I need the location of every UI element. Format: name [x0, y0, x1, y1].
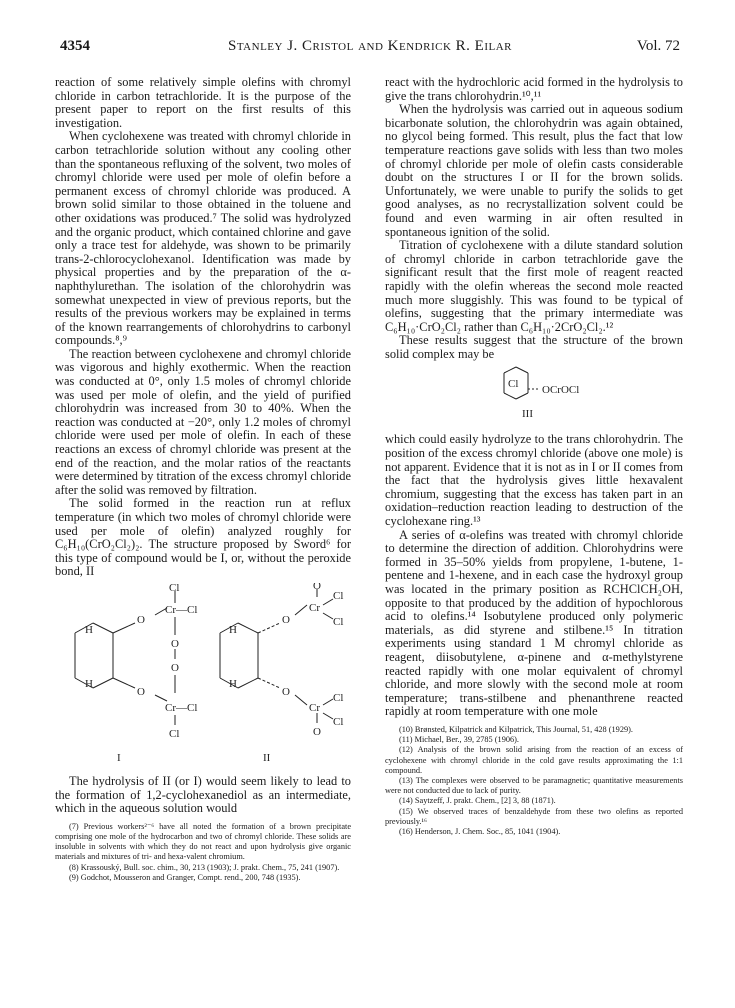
paragraph: Titration of cyclohexene with a dilute standard solution of chromyl chloride in carbon tetrachloride gave the significant result that the first mole of reagent reacted rapidly with the olefin whereas the second mole reacted much more sluggishly. This was found to be typical of olefins, suggesting that the primary intermediate was C₆H₁₀·CrO₂Cl₂ rather than C₆H₁₀·2CrO₂Cl₂.¹² [385, 238, 683, 334]
atom-o: O [313, 582, 321, 592]
footnote: (13) The complexes were observed to be paramagnetic; quantitative measurements were not conducted due to lack of purity. [385, 775, 683, 796]
atom-cl: Cl [508, 378, 519, 391]
atom-o: O [171, 661, 179, 674]
right-column [385, 76, 683, 837]
footnote: (15) We observed traces of benzaldehyde from these two olefins as reported previously.¹⁶ [385, 806, 683, 826]
page-number: 4354 [60, 38, 90, 54]
footnote: (9) Godchot, Mousseron and Granger, Compt. rend., 200, 748 (1935). [69, 872, 301, 882]
structure-diagram-i-ii [55, 583, 351, 771]
atom-cr: Cr [309, 601, 320, 614]
paragraph: reaction of some relatively simple olefins with chromyl chloride in carbon tetrachloride. It is the purpose of the present paper to report on the first results of this investigation. [55, 75, 351, 130]
paragraph: react with the hydrochloric acid formed in the hydrolysis to give the trans chlorohydrin.¹⁰,¹¹ [385, 75, 683, 103]
atom-cr-cl: Cr—Cl [165, 701, 198, 714]
paragraph: The hydrolysis of II (or I) would seem likely to lead to the formation of 1,2-cyclohexanediol as an intermediate, which in the aqueous solution would [55, 773, 351, 816]
paragraph: The solid formed in the reaction run at reflux temperature (in which two moles of chromyl chloride were used per mole of olefin) analyzed roughly for C₆H₁₀(CrO₂Cl₂)₂. The structure proposed by Sword⁶ for this type of compound would be I, or, without the peroxide bond, II [55, 496, 351, 579]
running-header [60, 38, 680, 56]
atom-o: O [171, 637, 179, 650]
atom-cl: Cl [333, 691, 344, 704]
footnotes-left [55, 822, 351, 883]
atom-cl: Cl [169, 582, 180, 594]
paragraph: A series of α-olefins was treated with chromyl chloride to determine the direction of addition. Chlorohydrins were formed in 35–50% yields from propylene, 1-butene, 1-pentene and 1-hexene, and in each case the hydroxyl group was located in the primary position as RCHClCH₂OH, opposite to that produced by the addition of hypochlorous acid to olefins.¹⁴ Isobutylene produced only polymeric materials, as did styrene and stilbene.¹⁵ In titration experiments using standard 1 M chromyl chloride as reagent, diisobutylene, α-pinene and α-methylstyrene reacted rapidly with one molar equivalent of chromyl chloride, and more slowly with the second mole at room temperature; trans-stilbene and phenanthrene reacted rapidly at room temperature with one mole [385, 527, 683, 719]
footnote: (12) Analysis of the brown solid arising from the reaction of an excess of cyclohexene with chromyl chloride in the cold gave results approximating the 1:1 compound. [385, 745, 683, 775]
footnote: (16) Henderson, J. Chem. Soc., 85, 1041 (1904). [399, 826, 561, 836]
atom-cr-cl: Cr—Cl [165, 603, 198, 616]
running-title: Stanley J. Cristol and Kendrick R. Eilar [228, 38, 512, 54]
footnote: (11) Michael, Ber., 39, 2785 (1906). [399, 735, 519, 745]
atom-group-ocrocl: OCrOCl [542, 384, 580, 397]
atom-o: O [282, 613, 290, 626]
atom-o: O [137, 685, 145, 698]
atom-h: H [85, 677, 93, 690]
left-column [55, 76, 351, 883]
structure-label-i: I [117, 751, 121, 764]
paragraph: When the hydrolysis was carried out in aqueous sodium bicarbonate solution, the chlorohydrin was again obtained, no glycol being formed. This result, plus the fact that low temperature reactions gave solids with less than two moles of chromyl chloride per mole of olefin casts considerable doubt on the structures I or II for the brown solids. Unfortunately, we were unable to purify the solids to get good analyses, as no recrystallization solvent could be found and even warming in air often resulted in spontaneous ignition of the solid. [385, 102, 683, 239]
atom-cl: Cl [333, 615, 344, 628]
atom-cl: Cl [333, 589, 344, 602]
structure-label-iii: III [522, 408, 533, 421]
volume-label: Vol. 72 [636, 38, 680, 54]
footnote: (8) Krassouský, Bull. soc. chim., 30, 213 (1903); J. prakt. Chem., 75, 241 (1907). [69, 862, 340, 872]
atom-o: O [137, 613, 145, 626]
structure-diagram-iii [454, 365, 614, 427]
atom-cr: Cr [309, 701, 320, 714]
paragraph: which could easily hydrolyze to the trans chlorohydrin. The position of the excess chromyl chloride (above one mole) is not apparent. Evidence that it is not as in I or II comes from the fact that the hydrolysis gives little hexavalent chromium, suggesting that the excess has taken part in an oxidation–reduction reaction leading to destruction of the cyclohexane ring.¹³ [385, 432, 683, 529]
atom-o: O [282, 685, 290, 698]
atom-h: H [229, 623, 237, 636]
atom-o: O [313, 725, 321, 738]
structure-label-ii: II [263, 751, 271, 764]
footnote: (10) Brønsted, Kilpatrick and Kilpatrick, This Journal, 51, 428 (1929). [399, 724, 633, 734]
paragraph: The reaction between cyclohexene and chromyl chloride was vigorous and highly exothermic. When the reaction was conducted at 0°, only 1.5 moles of chromyl chloride was used per mole of olefin, and the yield of purified chlorohydrin was increased from 30 to 40%. When the reaction was conducted at −20°, only 1.2 moles of chromyl chloride were used per mole of olefin. In each of these reactions an excess of chromyl chloride was present at the end of the reaction, and the molar ratios of the reactants were determined by titration of the excess chromyl chloride after the solid was removed by filtration. [55, 346, 351, 497]
footnote: (14) Saytzeff, J. prakt. Chem., [2] 3, 88 (1871). [399, 796, 556, 806]
atom-h: H [229, 677, 237, 690]
paragraph: These results suggest that the structure of the brown solid complex may be [385, 333, 683, 361]
atom-cl: Cl [169, 727, 180, 740]
atom-h: H [85, 623, 93, 636]
footnote: (7) Previous workers²⁻⁶ have all noted the formation of a brown precipitate comprising one mole of the hydrocarbon and two of chromyl chloride. These solids are insoluble in solvents with which they do not react and upon hydrolysis give organic materials and mixtures of tri- and hexa-valent chromium. [55, 821, 351, 862]
atom-cl: Cl [333, 715, 344, 728]
footnotes-right [385, 725, 683, 837]
paragraph: When cyclohexene was treated with chromyl chloride in carbon tetrachloride solution without any cooling other than the spontaneous refluxing of the solvent, two moles of chromyl chloride were used per mole of olefin before a permanent excess of chromyl chloride was produced. A brown solid similar to those obtained in the toluene and other oxidations was produced.⁷ The solid was hydrolyzed and the organic product, which contained chlorine and gave only a trace test for aldehyde, was shown to be primarily trans-2-chlorocyclohexanol. Identification was made by physical properties and by the preparation of the α-naphthylurethan. The isolation of the chlorohydrin was somewhat unexpected in view of previous reports, but the results of the previous workers may be explained in terms of the known rearrangements of chlorohydrins to carbonyl compounds.⁸,⁹ [55, 129, 352, 348]
